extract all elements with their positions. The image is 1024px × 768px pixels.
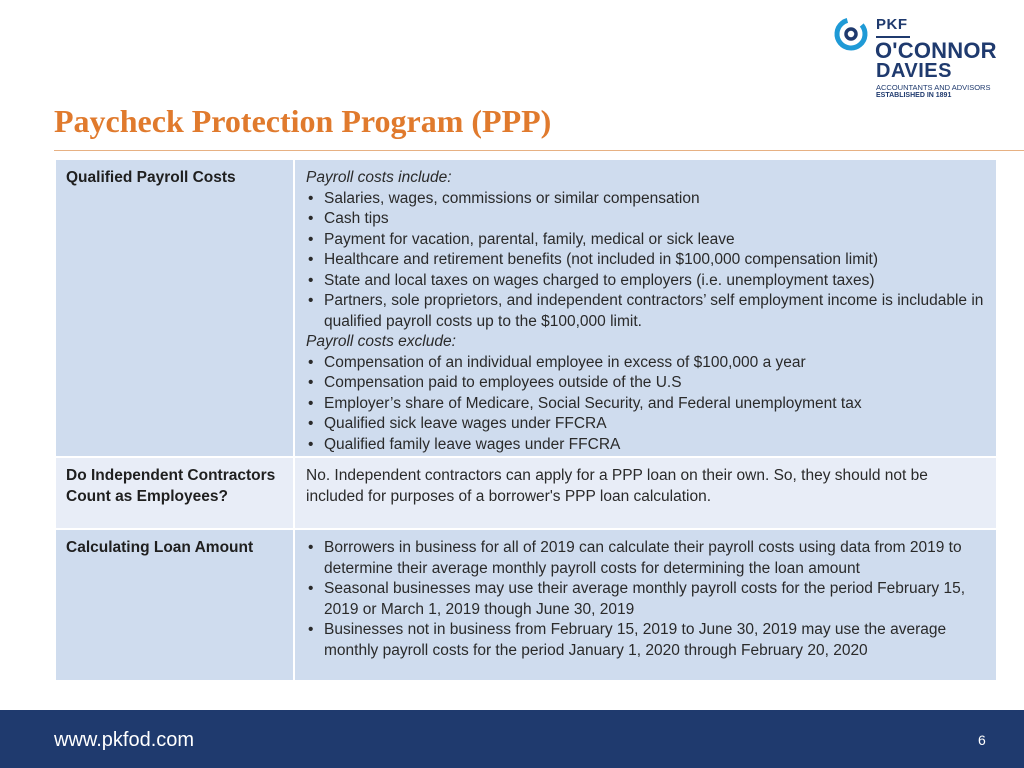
table-row — [56, 530, 996, 682]
list-item — [306, 291, 986, 332]
row-content — [295, 160, 996, 456]
list-item — [306, 538, 986, 579]
title-divider — [54, 150, 1024, 151]
list-item-text: Compensation paid to employees outside of the U.S — [324, 374, 682, 391]
bullet-icon: • — [308, 415, 314, 432]
logo-line-4: ACCOUNTANTS AND ADVISORS — [876, 83, 991, 92]
bullet-icon: • — [308, 210, 314, 227]
list-item — [306, 353, 986, 374]
logo-ring-icon — [832, 15, 876, 59]
list-item — [306, 209, 986, 230]
list-item — [306, 579, 986, 620]
include-header: Payroll costs include: — [306, 169, 452, 186]
list-item-text: Salaries, wages, commissions or similar compensation — [324, 189, 700, 207]
footer-url-link[interactable]: www.pkfod.com — [54, 729, 195, 751]
bullet-icon: • — [308, 580, 314, 597]
row-label: Qualified Payroll Costs — [56, 160, 295, 456]
bullet-icon: • — [308, 374, 314, 391]
list-item — [306, 271, 986, 292]
bullet-icon: • — [308, 230, 314, 248]
list-item-text: Employer’s share of Medicare, Social Security, and Federal unemployment tax — [324, 394, 862, 412]
include-list — [306, 189, 986, 333]
bullet-icon: • — [308, 292, 314, 309]
row-label: Do Independent Contractors Count as Employees? — [56, 458, 295, 528]
exclude-header: Payroll costs exclude: — [306, 333, 456, 350]
bullet-icon: • — [308, 394, 314, 412]
list-item — [306, 230, 986, 251]
bullet-icon: • — [308, 539, 314, 556]
bullet-icon: • — [308, 271, 314, 289]
list-item-text: State and local taxes on wages charged to employers (i.e. unemployment taxes) — [324, 271, 875, 289]
list-item-text: Compensation of an individual employee in excess of $100,000 a year — [324, 353, 806, 371]
bullet-icon: • — [308, 621, 314, 638]
bullet-icon: • — [308, 251, 314, 268]
table-row — [56, 458, 996, 530]
list-item-text: Seasonal businesses may use their average monthly payroll costs for the period February 15, 2019 or March 1, 2019 though June 30, 2019 — [324, 580, 966, 618]
list-item — [306, 435, 986, 456]
logo-line-5: ESTABLISHED IN 1891 — [876, 92, 952, 99]
row-content — [295, 530, 996, 680]
bullet-icon: • — [308, 435, 314, 453]
page-number: 6 — [978, 732, 986, 748]
loan-amount-list — [306, 538, 986, 661]
list-item — [306, 250, 986, 271]
list-item-text: Qualified family leave wages under FFCRA — [324, 435, 621, 453]
bullet-icon: • — [308, 353, 314, 371]
list-item — [306, 189, 986, 210]
company-logo — [832, 15, 1012, 105]
logo-line-1: PKF — [876, 16, 908, 33]
list-item-text: Qualified sick leave wages under FFCRA — [324, 415, 607, 432]
logo-line-2: O'CONNOR — [875, 38, 997, 63]
list-item — [306, 394, 986, 415]
list-item-text: Borrowers in business for all of 2019 can calculate their payroll costs using data from 2019 to determine their average monthly payroll costs for determining the loan amount — [324, 539, 962, 577]
info-table — [56, 160, 996, 682]
footer-bar — [0, 710, 1024, 768]
list-item-text: Healthcare and retirement benefits (not included in $100,000 compensation limit) — [324, 251, 879, 268]
bullet-icon: • — [308, 189, 314, 207]
page-title: Paycheck Protection Program (PPP) — [54, 103, 552, 139]
list-item-text: Businesses not in business from February 15, 2019 to June 30, 2019 may use the average monthly payroll costs for the period January 1, 2020 through February 20, 2020 — [324, 621, 947, 659]
logo-line-3: DAVIES — [876, 60, 952, 82]
list-item — [306, 620, 986, 661]
list-item-text: Payment for vacation, parental, family, medical or sick leave — [324, 230, 735, 248]
list-item-text: Cash tips — [324, 210, 389, 227]
table-row — [56, 160, 996, 458]
list-item-text: Partners, sole proprietors, and independent contractors’ self employment income is includable in qualified payroll costs up to the $100,000 limit. — [324, 292, 984, 330]
row-label: Calculating Loan Amount — [56, 530, 295, 680]
list-item — [306, 373, 986, 394]
exclude-list — [306, 353, 986, 456]
list-item — [306, 414, 986, 435]
row-content: No. Independent contractors can apply for a PPP loan on their own. So, they should not be included for purposes of a borrower's PPP loan calculation. — [295, 458, 996, 528]
